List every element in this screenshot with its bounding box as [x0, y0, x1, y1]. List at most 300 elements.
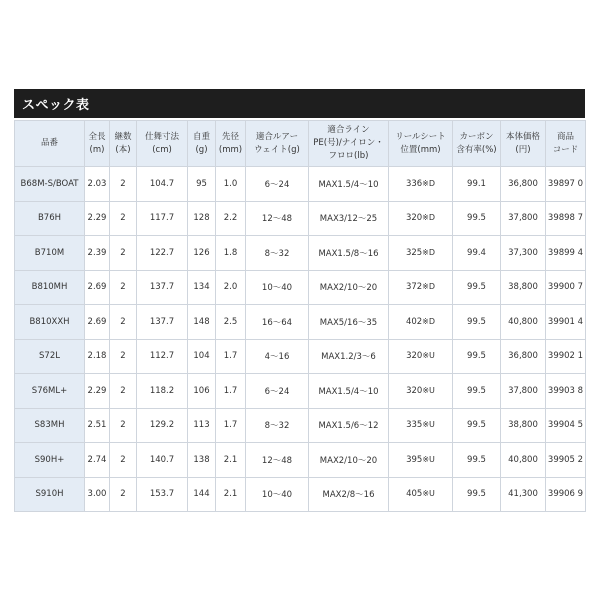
column-header-line: 適合ルアー: [255, 131, 299, 142]
cell-value: MAX1.5/8〜16: [318, 248, 379, 259]
cell-carbon: [453, 236, 501, 271]
cell-value: 126: [193, 247, 210, 258]
cell-line: [309, 339, 389, 374]
cell-weight: [188, 477, 216, 512]
column-header-carbon: [453, 121, 501, 167]
table-row: [15, 339, 586, 374]
cell-value: 40,800: [508, 316, 538, 327]
spec-table: [14, 120, 586, 512]
cell-value: 2: [120, 489, 126, 500]
column-header-lure: [246, 121, 309, 167]
cell-model: [15, 339, 85, 374]
cell-value: 8〜32: [264, 421, 290, 432]
cell-value: 2.74: [87, 454, 107, 465]
table-row: [15, 443, 586, 478]
cell-value: 320: [406, 385, 423, 396]
cell-length: [85, 201, 110, 236]
cell-tip: [216, 374, 246, 409]
cell-model: [15, 167, 85, 202]
cell-value: MAX2/10〜20: [319, 455, 378, 466]
cell-value: 37,800: [508, 385, 538, 396]
cell-model: [15, 374, 85, 409]
cell-seat: [389, 339, 453, 374]
table-row: [15, 477, 586, 512]
cell-carbon: [453, 477, 501, 512]
table-row: [15, 374, 586, 409]
cell-value: 2.69: [87, 282, 107, 293]
cell-value: 1.7: [223, 420, 238, 431]
cell-value: 10〜40: [261, 283, 293, 294]
column-header-line: ウェイト(g): [254, 144, 300, 155]
cell-tip: [216, 305, 246, 340]
cell-value: 144: [193, 489, 210, 500]
cell-value: 99.5: [467, 213, 486, 224]
cell-weight: [188, 167, 216, 202]
cell-value: 2: [120, 178, 126, 189]
cell-tip: [216, 201, 246, 236]
cell-value: 36,800: [508, 178, 538, 189]
cell-value: 1.0: [223, 178, 238, 189]
cell-value: 39906 9: [547, 489, 584, 500]
cell-value: 106: [193, 385, 210, 396]
table-header-row: [15, 121, 586, 167]
cell-value: 37,800: [508, 213, 538, 224]
column-header-weight: [188, 121, 216, 167]
cell-closed: [137, 201, 188, 236]
cell-length: [85, 443, 110, 478]
cell-closed: [137, 374, 188, 409]
cell-price: [501, 236, 546, 271]
cell-value: 39899 4: [547, 247, 584, 258]
cell-price: [501, 339, 546, 374]
cell-value: MAX3/12〜25: [319, 214, 378, 225]
cell-value: 36,800: [508, 351, 538, 362]
cell-weight: [188, 339, 216, 374]
column-header-line: コード: [552, 144, 579, 155]
seat-note: ※U: [422, 454, 435, 464]
cell-code: [546, 236, 586, 271]
cell-value: B76H: [37, 213, 62, 224]
cell-carbon: [453, 339, 501, 374]
cell-pieces: [110, 270, 137, 305]
cell-line: [309, 236, 389, 271]
cell-value: B810XXH: [29, 316, 70, 327]
cell-value: B68M-S/BOAT: [20, 178, 79, 189]
seat-note: ※U: [422, 420, 435, 430]
cell-lure: [246, 270, 309, 305]
cell-tip: [216, 167, 246, 202]
cell-lure: [246, 201, 309, 236]
cell-lure: [246, 339, 309, 374]
cell-model: [15, 236, 85, 271]
column-header-code: [546, 121, 586, 167]
cell-code: [546, 167, 586, 202]
cell-price: [501, 270, 546, 305]
cell-carbon: [453, 270, 501, 305]
cell-value: 41,300: [508, 489, 538, 500]
column-header-line: 商品: [556, 131, 574, 142]
cell-value: 3.00: [87, 489, 107, 500]
cell-value: 2.0: [223, 282, 238, 293]
cell-value: 99.1: [467, 178, 486, 189]
cell-value: 2.18: [87, 351, 107, 362]
cell-code: [546, 443, 586, 478]
cell-value: 6〜24: [264, 386, 290, 397]
cell-value: 12〜48: [261, 214, 293, 225]
cell-value: 10〜40: [261, 490, 293, 501]
cell-value: S72L: [39, 351, 60, 362]
cell-weight: [188, 443, 216, 478]
cell-value: 320: [406, 351, 423, 362]
cell-value: 336: [405, 178, 423, 189]
column-header-line: 本体価格: [505, 131, 540, 142]
cell-lure: [246, 305, 309, 340]
cell-seat: [389, 270, 453, 305]
cell-value: 138: [193, 454, 210, 465]
seat-note: ※D: [422, 316, 436, 326]
cell-value: 40,800: [508, 454, 538, 465]
cell-value: 16〜64: [261, 317, 293, 328]
cell-closed: [137, 270, 188, 305]
cell-value: 38,800: [508, 420, 538, 431]
cell-seat: [389, 477, 453, 512]
cell-pieces: [110, 236, 137, 271]
column-header-closed: [137, 121, 188, 167]
cell-seat: [389, 305, 453, 340]
cell-value: MAX2/8〜16: [322, 490, 375, 501]
cell-closed: [137, 477, 188, 512]
cell-line: [309, 408, 389, 443]
column-header-line: PE(号)/ナイロン・: [313, 138, 384, 148]
cell-line: [309, 270, 389, 305]
cell-value: 137.7: [149, 282, 175, 293]
cell-seat: [389, 236, 453, 271]
table-body: [15, 167, 586, 512]
cell-line: [309, 305, 389, 340]
cell-value: 117.7: [149, 213, 175, 224]
cell-value: 99.5: [467, 282, 486, 293]
cell-value: B710M: [34, 247, 65, 258]
cell-value: 335: [406, 420, 423, 431]
cell-value: 99.4: [467, 247, 486, 258]
cell-value: 39897 0: [547, 178, 584, 189]
cell-line: [309, 477, 389, 512]
cell-value: 113: [193, 420, 210, 431]
cell-value: 2.29: [87, 385, 107, 396]
cell-carbon: [453, 443, 501, 478]
cell-price: [501, 305, 546, 340]
cell-value: 395: [406, 454, 423, 465]
cell-value: MAX5/16〜35: [319, 317, 378, 328]
cell-closed: [137, 167, 188, 202]
cell-tip: [216, 339, 246, 374]
cell-carbon: [453, 201, 501, 236]
cell-weight: [188, 305, 216, 340]
cell-value: 112.7: [149, 351, 175, 362]
column-header-seat: [389, 121, 453, 167]
cell-closed: [137, 236, 188, 271]
cell-value: 405: [406, 489, 423, 500]
seat-note: ※D: [422, 178, 436, 188]
cell-value: 12〜48: [261, 455, 293, 466]
cell-line: [309, 443, 389, 478]
seat-note: ※U: [422, 351, 435, 361]
spec-title: スペック表: [22, 98, 90, 113]
cell-price: [501, 201, 546, 236]
table-row: [15, 236, 586, 271]
cell-value: 1.7: [223, 351, 238, 362]
cell-value: 2: [120, 282, 126, 293]
cell-value: S910H: [35, 489, 64, 500]
cell-value: 128: [193, 213, 210, 224]
cell-closed: [137, 305, 188, 340]
cell-pieces: [110, 477, 137, 512]
cell-pieces: [110, 408, 137, 443]
column-header-model: [15, 121, 85, 167]
cell-lure: [246, 236, 309, 271]
table-row: [15, 305, 586, 340]
cell-tip: [216, 408, 246, 443]
cell-value: 2: [120, 351, 126, 362]
column-header-line: 位置(mm): [400, 144, 441, 155]
cell-value: 37,300: [508, 247, 538, 258]
cell-length: [85, 270, 110, 305]
cell-value: 39900 7: [547, 282, 584, 293]
column-header-line: カーボン: [459, 131, 494, 142]
cell-price: [501, 443, 546, 478]
cell-value: 134: [193, 282, 210, 293]
cell-lure: [246, 408, 309, 443]
cell-lure: [246, 443, 309, 478]
seat-note: ※D: [422, 247, 436, 257]
cell-value: 2.51: [87, 420, 107, 431]
cell-value: S83MH: [34, 420, 65, 431]
cell-value: 39901 4: [547, 316, 584, 327]
cell-value: 38,800: [508, 282, 538, 293]
cell-value: MAX1.5/4〜10: [318, 179, 379, 190]
cell-value: 2.2: [223, 213, 238, 224]
cell-weight: [188, 201, 216, 236]
cell-length: [85, 477, 110, 512]
cell-price: [501, 477, 546, 512]
cell-value: MAX1.5/4〜10: [318, 386, 379, 397]
column-header-line: (本): [115, 144, 131, 155]
cell-model: [15, 305, 85, 340]
cell-weight: [188, 270, 216, 305]
cell-lure: [246, 477, 309, 512]
cell-value: 104.7: [149, 178, 175, 189]
cell-seat: [389, 167, 453, 202]
cell-tip: [216, 236, 246, 271]
column-header-line: (g): [195, 144, 208, 155]
column-header-line: (円): [515, 144, 531, 155]
cell-value: 372: [405, 282, 423, 293]
cell-value: 122.7: [149, 247, 175, 258]
cell-value: 137.7: [149, 316, 175, 327]
cell-value: 39904 5: [547, 420, 584, 431]
cell-length: [85, 408, 110, 443]
cell-carbon: [453, 408, 501, 443]
cell-length: [85, 339, 110, 374]
cell-value: 104: [193, 351, 210, 362]
cell-model: [15, 408, 85, 443]
column-header-line: 先径: [221, 131, 239, 142]
table-row: [15, 201, 586, 236]
cell-value: 39898 7: [547, 213, 584, 224]
cell-value: 39902 1: [547, 351, 584, 362]
column-header-length: [85, 121, 110, 167]
cell-price: [501, 167, 546, 202]
column-header-line: リールシート: [395, 131, 446, 142]
cell-value: 2.03: [87, 178, 107, 189]
cell-value: 99.5: [467, 420, 486, 431]
cell-weight: [188, 374, 216, 409]
cell-value: 99.5: [467, 385, 486, 396]
column-header-price: [501, 121, 546, 167]
cell-value: 95: [196, 178, 207, 189]
column-header-line: フロロ(lb): [328, 151, 369, 161]
cell-length: [85, 305, 110, 340]
column-header-pieces: [110, 121, 137, 167]
cell-value: 2: [120, 454, 126, 465]
cell-value: 8〜32: [264, 248, 290, 259]
cell-lure: [246, 374, 309, 409]
cell-value: 2: [120, 420, 126, 431]
cell-pieces: [110, 339, 137, 374]
cell-line: [309, 201, 389, 236]
cell-value: 39905 2: [547, 454, 584, 465]
cell-model: [15, 201, 85, 236]
cell-pieces: [110, 167, 137, 202]
cell-price: [501, 374, 546, 409]
cell-code: [546, 408, 586, 443]
cell-code: [546, 374, 586, 409]
cell-code: [546, 201, 586, 236]
cell-value: 2.69: [87, 316, 107, 327]
cell-value: 2: [120, 316, 126, 327]
cell-closed: [137, 408, 188, 443]
cell-model: [15, 443, 85, 478]
cell-value: MAX2/10〜20: [319, 283, 378, 294]
cell-carbon: [453, 167, 501, 202]
column-header-line: 仕舞寸法: [144, 131, 179, 142]
cell-pieces: [110, 374, 137, 409]
table-row: [15, 270, 586, 305]
cell-code: [546, 339, 586, 374]
column-header-line: (cm): [152, 144, 172, 155]
column-header-line: 継数: [114, 131, 132, 142]
cell-value: 320: [405, 213, 423, 224]
table-row: [15, 167, 586, 202]
cell-length: [85, 236, 110, 271]
cell-closed: [137, 339, 188, 374]
cell-value: 99.5: [467, 351, 486, 362]
cell-code: [546, 477, 586, 512]
cell-pieces: [110, 201, 137, 236]
table-row: [15, 408, 586, 443]
cell-value: S76ML+: [31, 385, 68, 396]
seat-note: ※D: [422, 213, 436, 223]
cell-value: 2.39: [87, 247, 107, 258]
column-header-line: 適合ライン: [327, 125, 370, 135]
cell-value: 2: [120, 385, 126, 396]
cell-value: 2.29: [87, 213, 107, 224]
cell-line: [309, 374, 389, 409]
cell-tip: [216, 477, 246, 512]
cell-value: 6〜24: [264, 179, 290, 190]
seat-note: ※U: [422, 489, 435, 499]
cell-value: S90H+: [34, 454, 65, 465]
cell-pieces: [110, 305, 137, 340]
cell-value: 325: [405, 247, 423, 258]
cell-seat: [389, 443, 453, 478]
cell-lure: [246, 167, 309, 202]
cell-value: 402: [405, 316, 423, 327]
cell-length: [85, 167, 110, 202]
cell-value: MAX1.5/6〜12: [318, 421, 379, 432]
cell-tip: [216, 270, 246, 305]
cell-model: [15, 270, 85, 305]
cell-value: 1.7: [223, 385, 238, 396]
cell-pieces: [110, 443, 137, 478]
cell-value: B810MH: [31, 282, 68, 293]
cell-value: 99.5: [467, 454, 486, 465]
seat-note: ※D: [422, 282, 436, 292]
cell-closed: [137, 443, 188, 478]
cell-value: 2.1: [223, 454, 238, 465]
cell-value: 99.5: [467, 316, 486, 327]
cell-carbon: [453, 374, 501, 409]
cell-carbon: [453, 305, 501, 340]
cell-value: 118.2: [149, 385, 175, 396]
cell-tip: [216, 443, 246, 478]
cell-line: [309, 167, 389, 202]
cell-value: 148: [193, 316, 210, 327]
cell-value: 2.5: [223, 316, 238, 327]
column-header-line: 全長: [88, 131, 106, 142]
cell-value: 1.8: [223, 247, 238, 258]
cell-value: 129.2: [149, 420, 175, 431]
column-header-tip: [216, 121, 246, 167]
cell-seat: [389, 408, 453, 443]
cell-weight: [188, 408, 216, 443]
cell-model: [15, 477, 85, 512]
column-header-line: [309, 121, 389, 167]
cell-value: 2: [120, 247, 126, 258]
cell-code: [546, 305, 586, 340]
column-header-line: 含有率(%): [456, 144, 497, 155]
cell-weight: [188, 236, 216, 271]
cell-value: MAX1.2/3〜6: [321, 352, 376, 363]
column-header-line: (m): [89, 144, 105, 155]
cell-code: [546, 270, 586, 305]
cell-value: 140.7: [149, 454, 175, 465]
cell-value: 2: [120, 213, 126, 224]
cell-price: [501, 408, 546, 443]
spec-title-bar: [14, 89, 585, 118]
cell-value: 4〜16: [264, 352, 290, 363]
cell-value: 2.1: [223, 489, 238, 500]
column-header-line: (mm): [218, 144, 243, 155]
column-header-line: 品番: [40, 138, 58, 148]
cell-value: 39903 8: [547, 385, 584, 396]
seat-note: ※U: [422, 385, 435, 395]
cell-value: 153.7: [149, 489, 175, 500]
cell-value: 99.5: [467, 489, 486, 500]
cell-seat: [389, 374, 453, 409]
column-header-line: 自重: [192, 131, 210, 142]
cell-seat: [389, 201, 453, 236]
